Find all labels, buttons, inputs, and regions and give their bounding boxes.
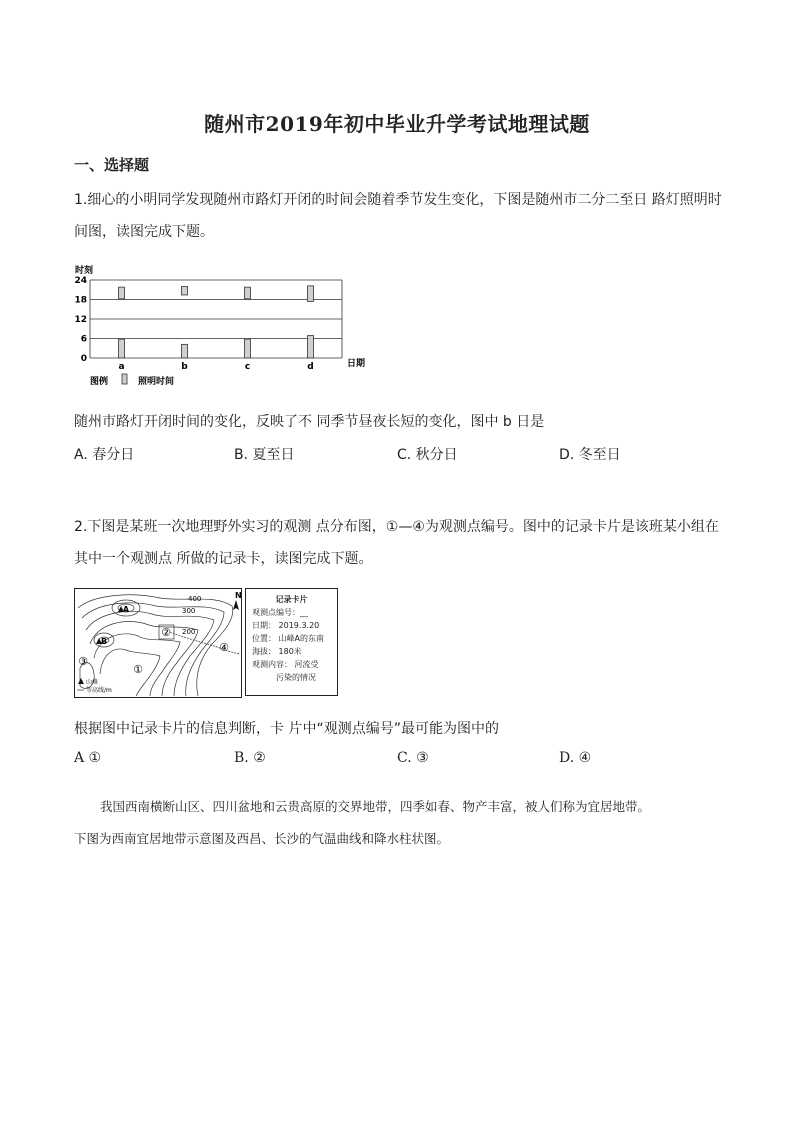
point-1: ① bbox=[133, 663, 143, 676]
x-tick-label: b bbox=[181, 362, 188, 372]
bar-d-evening bbox=[308, 286, 314, 302]
north-label: N bbox=[235, 591, 242, 600]
bar-a-morning bbox=[119, 339, 125, 358]
y-tick-label: 0 bbox=[80, 354, 87, 364]
card-field-no: 观测点编号：__ bbox=[252, 608, 308, 617]
card-field-content1: 观测内容： 河流受 bbox=[252, 660, 319, 669]
x-tick-label: a bbox=[118, 362, 125, 372]
contour-map bbox=[74, 588, 242, 698]
contour-label-200: 200 bbox=[182, 628, 196, 636]
bar-a-evening bbox=[119, 287, 125, 299]
card-title: 记录卡片 bbox=[275, 595, 308, 604]
bar-c-evening bbox=[245, 287, 251, 299]
y-tick-label: 18 bbox=[74, 295, 87, 306]
q1-stem-line1: 1.细心的小明同学发现随州市路灯开闭的时间会随着季节发生变化，下图是随州市二分二至日 路灯照明时 bbox=[74, 192, 722, 208]
bar-d-morning bbox=[308, 336, 314, 358]
passage-line2: 下图为西南宜居地带示意图及西昌、长沙的气温曲线和降水柱状图。 bbox=[74, 831, 450, 846]
record-card bbox=[245, 588, 338, 696]
legend-swatch bbox=[122, 374, 127, 384]
q1-question: 随州市路灯开闭时间的变化，反映了不 同季节昼夜长短的变化，图中 b 日是 bbox=[74, 414, 545, 430]
q1-option-c[interactable]: C. 秋分日 bbox=[397, 447, 458, 463]
peak-a-label: A bbox=[122, 605, 130, 614]
point-2: ② bbox=[161, 626, 171, 639]
bar-b-morning bbox=[182, 344, 188, 358]
q2-stem-line1: 2.下图是某班一次地理野外实习的观测 点分布图，①—④为观测点编号。图中的记录卡片是该班某小组在 bbox=[74, 519, 719, 535]
legend-label: 图例 bbox=[90, 377, 109, 387]
contour-label-400: 400 bbox=[188, 595, 202, 603]
x-tick-label: d bbox=[307, 362, 314, 372]
q1-option-a[interactable]: A. 春分日 bbox=[74, 447, 135, 463]
y-axis-label: 时刻 bbox=[75, 266, 94, 276]
legend-peak-label: 山峰 bbox=[86, 679, 99, 686]
passage-line1: 我国西南横断山区、四川盆地和云贵高原的交界地带，四季如春、物产丰富，被人们称为宜居地带。 bbox=[100, 799, 651, 814]
q2-stem-line2: 其中一个观测点 所做的记录卡，读图完成下题。 bbox=[74, 551, 373, 567]
x-tick-label: c bbox=[244, 362, 251, 372]
q1-option-b[interactable]: B. 夏至日 bbox=[234, 447, 295, 463]
peak-b-label: B bbox=[100, 637, 108, 646]
bar-c-morning bbox=[245, 339, 251, 358]
q2-option-b[interactable]: B. ② bbox=[234, 750, 266, 766]
y-tick-label: 6 bbox=[80, 334, 87, 345]
section-heading: 一、选择题 bbox=[74, 156, 150, 174]
q2-option-a[interactable]: A ① bbox=[74, 750, 102, 766]
y-tick-label: 12 bbox=[74, 315, 87, 325]
point-3: ③ bbox=[78, 655, 88, 668]
q2-option-c[interactable]: C. ③ bbox=[397, 750, 429, 766]
bar-b-evening bbox=[182, 287, 188, 295]
q2-option-d[interactable]: D. ④ bbox=[559, 750, 592, 766]
y-tick-label: 24 bbox=[74, 276, 87, 286]
lighting-time-chart bbox=[70, 262, 380, 390]
card-field-content2: 污染的情况 bbox=[276, 673, 316, 682]
card-field-position: 位置： 山峰A的东南 bbox=[252, 634, 325, 643]
q1-stem-line2: 间图，读图完成下题。 bbox=[74, 224, 214, 240]
contour-label-300: 300 bbox=[182, 607, 196, 615]
card-field-altitude: 海拔： 180米 bbox=[252, 647, 302, 656]
q2-question: 根据图中记录卡片的信息判断，卡 片中“观测点编号”最可能为图中的 bbox=[74, 721, 499, 737]
q1-option-d[interactable]: D. 冬至日 bbox=[559, 447, 621, 463]
point-4: ④ bbox=[219, 641, 229, 654]
x-axis-label: 日期 bbox=[347, 359, 366, 369]
legend-contour-label: 等高线/m bbox=[86, 687, 112, 694]
page-title: 随州市2019年初中毕业升学考试地理试题 bbox=[204, 112, 590, 136]
legend-item: 照明时间 bbox=[138, 377, 175, 387]
card-field-date: 日期： 2019.3.20 bbox=[252, 621, 320, 630]
